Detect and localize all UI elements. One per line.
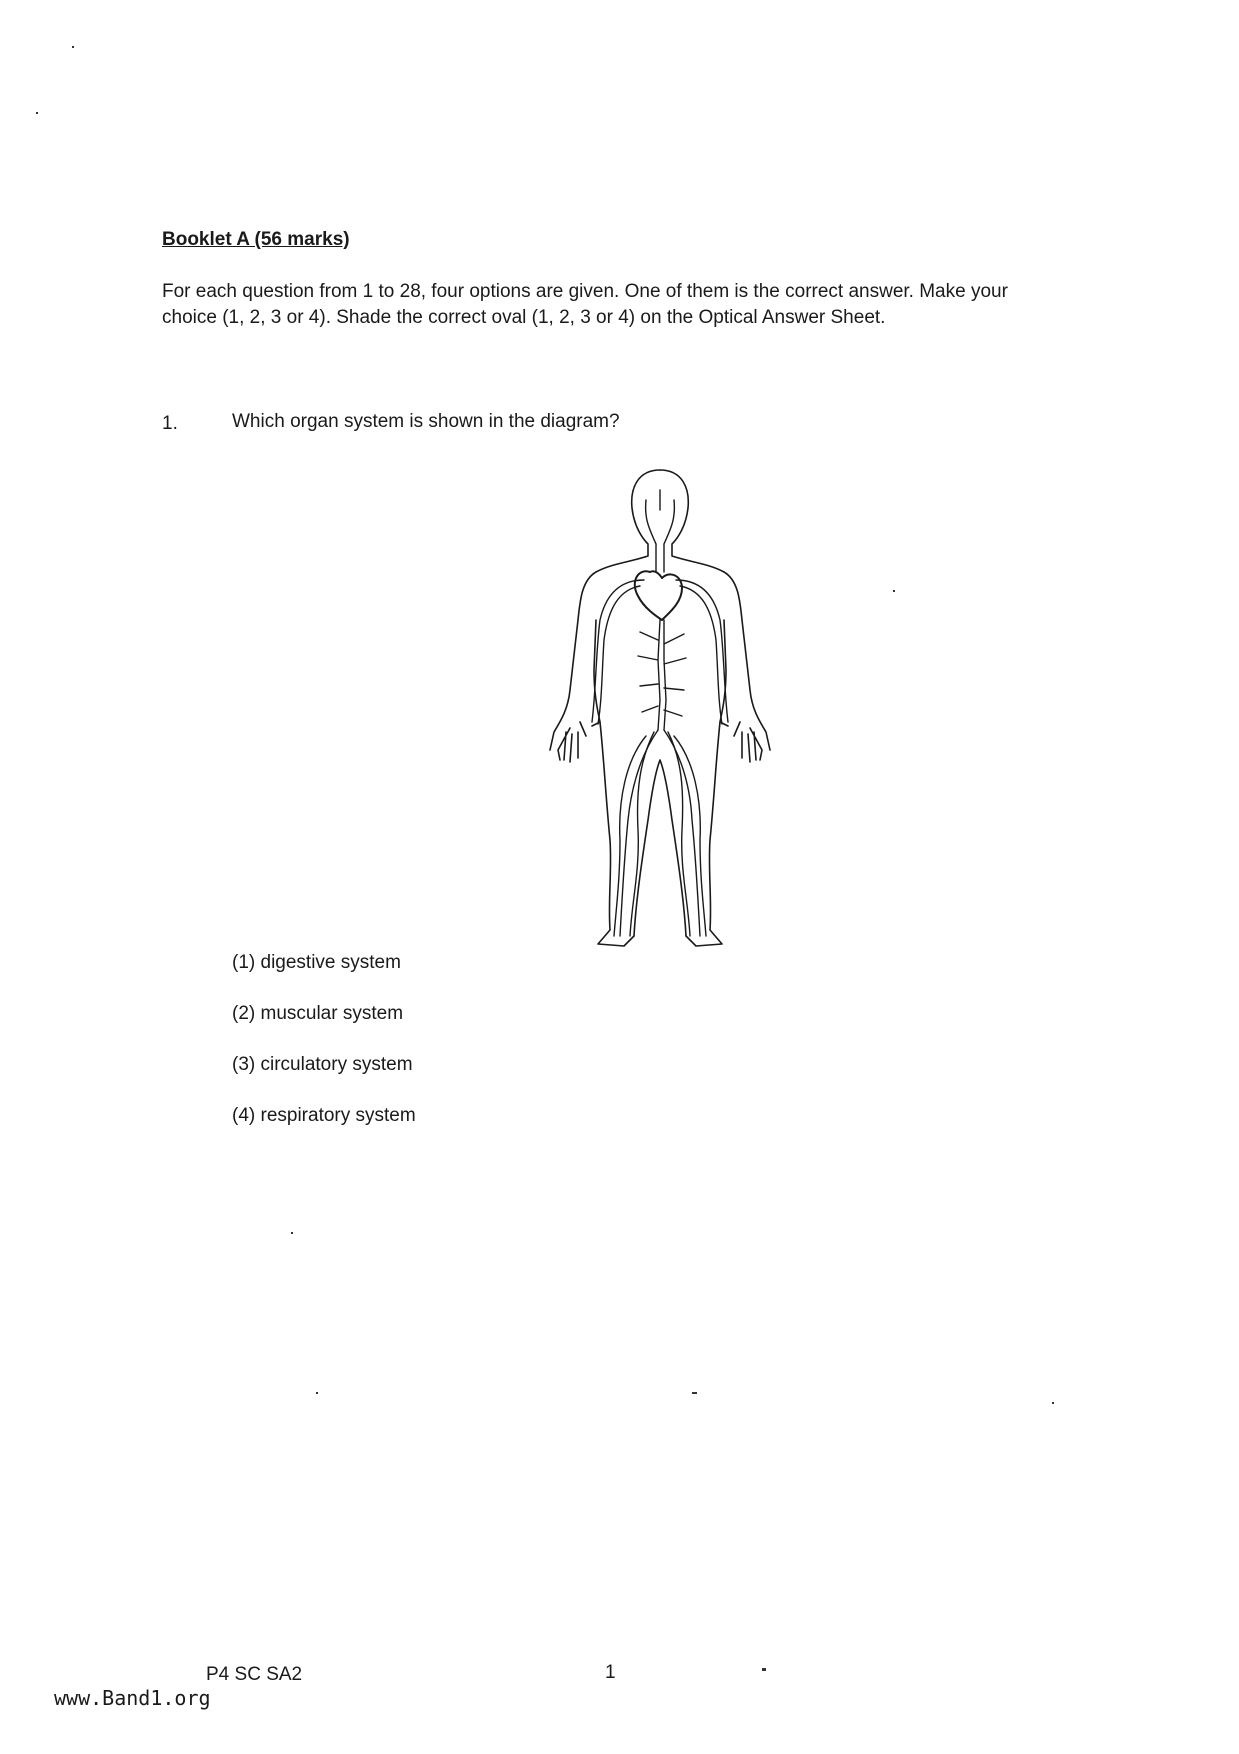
scan-speck	[1052, 1402, 1054, 1404]
website-watermark: www.Band1.org	[54, 1686, 211, 1710]
answer-options	[232, 950, 416, 1154]
blood-vessels	[592, 490, 728, 936]
circulatory-system-diagram	[540, 460, 780, 958]
scan-speck	[893, 590, 895, 592]
option-4: (4) respiratory system	[232, 1105, 416, 1126]
heart	[635, 571, 682, 620]
question-number: 1.	[162, 413, 178, 434]
option-3: (3) circulatory system	[232, 1054, 413, 1075]
scan-speck	[692, 1392, 697, 1394]
footer-page-number: 1	[605, 1662, 616, 1683]
footer-paper-code: P4 SC SA2	[206, 1664, 303, 1685]
instructions-paragraph: For each question from 1 to 28, four options are given. One of them is the correct answer. Make your choice (1, 2, 3 or 4). Shade the correct oval (1, 2, 3 or 4) on the Optical Answer Sheet.	[162, 281, 1008, 328]
option-1: (1) digestive system	[232, 952, 401, 973]
booklet-heading: Booklet A (56 marks)	[162, 229, 350, 250]
scan-speck	[36, 112, 38, 114]
scan-speck	[762, 1668, 766, 1671]
option-2: (2) muscular system	[232, 1003, 404, 1024]
scan-speck	[316, 1392, 318, 1394]
question-text: Which organ system is shown in the diagram?	[232, 411, 620, 432]
scan-speck	[72, 46, 74, 48]
scan-speck	[291, 1232, 293, 1234]
